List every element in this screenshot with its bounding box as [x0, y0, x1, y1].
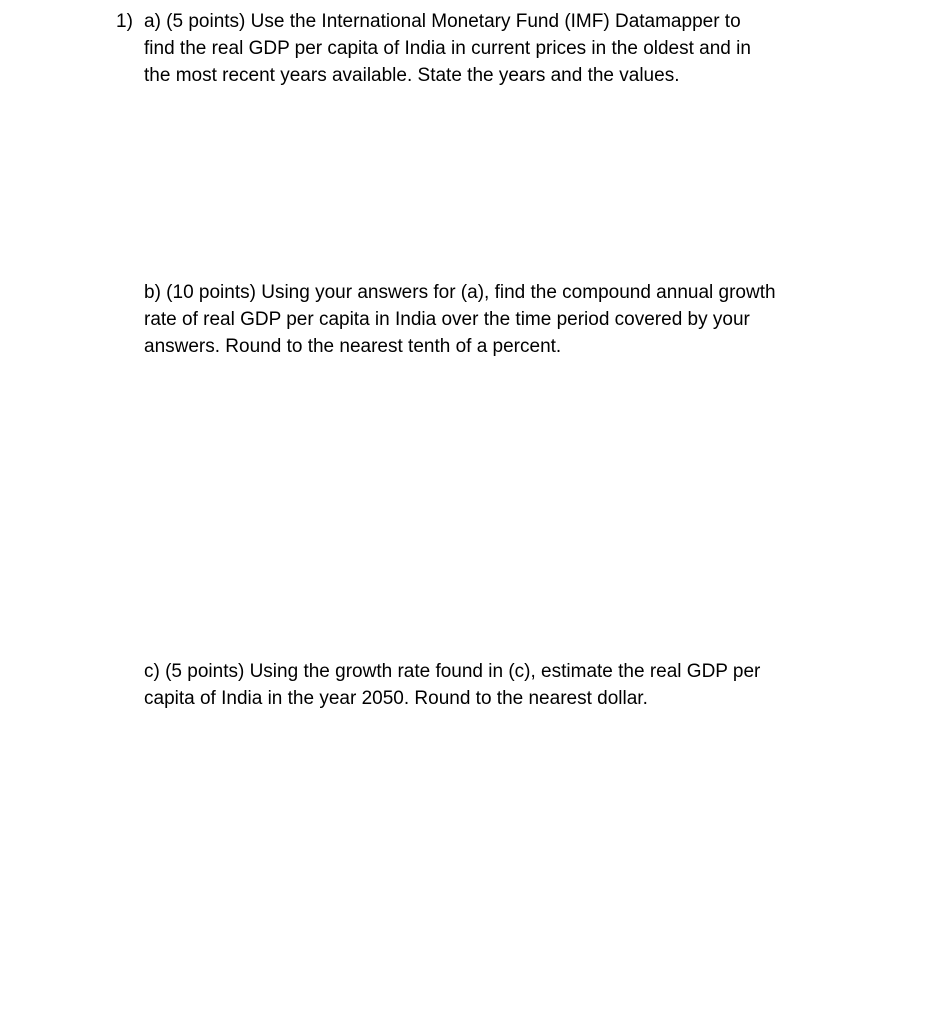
question-part-a [144, 8, 844, 89]
question-part-b [144, 279, 844, 360]
part-b-line-3: answers. Round to the nearest tenth of a percent. [144, 336, 562, 357]
part-a-line-2: find the real GDP per capita of India in current prices in the oldest and in [144, 38, 751, 59]
part-b-line-1: b) (10 points) Using your answers for (a), find the compound annual growth [144, 282, 776, 303]
question-part-c [144, 658, 844, 712]
part-c-line-1: c) (5 points) Using the growth rate found in (c), estimate the real GDP per [144, 661, 761, 682]
part-b-line-2: rate of real GDP per capita in India over the time period covered by your [144, 309, 750, 330]
question-number: 1) [116, 11, 133, 32]
part-c-line-2: capita of India in the year 2050. Round to the nearest dollar. [144, 688, 648, 709]
part-a-line-1: a) (5 points) Use the International Monetary Fund (IMF) Datamapper to [144, 11, 741, 32]
part-a-line-3: the most recent years available. State the years and the values. [144, 65, 680, 86]
